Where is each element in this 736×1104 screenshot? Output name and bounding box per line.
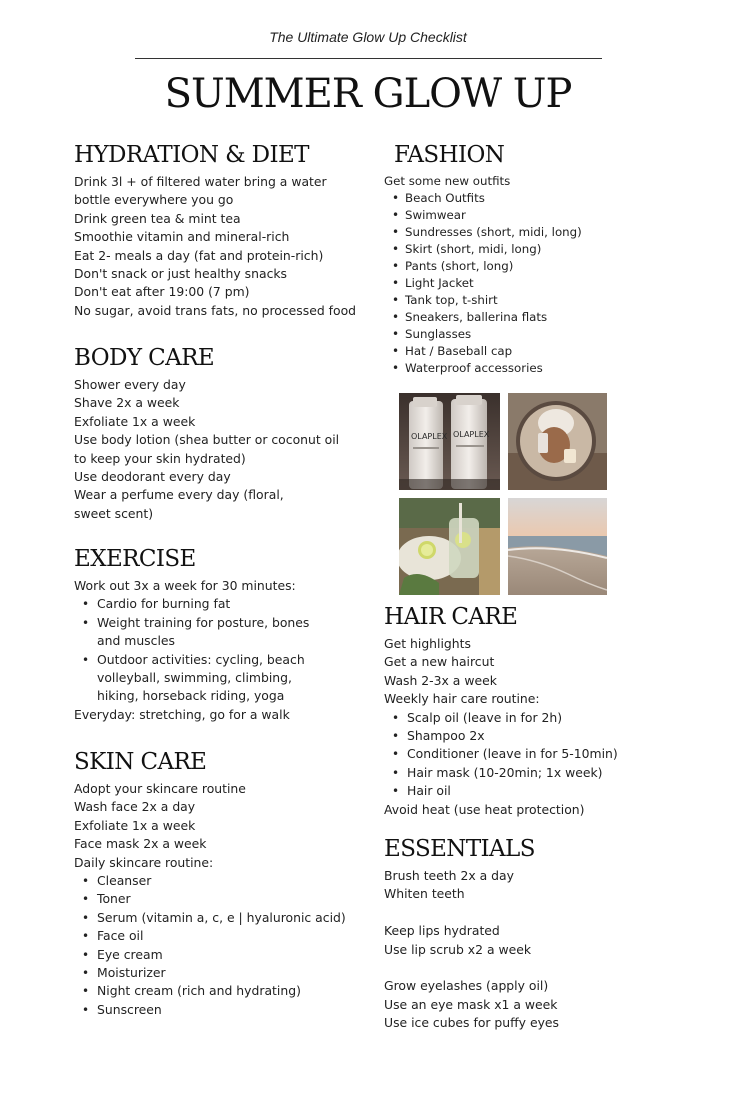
body-care-line: Shower every day [74, 377, 186, 392]
essentials-line: Use an eye mask x1 a week [384, 996, 558, 1012]
fashion-intro: Get some new outfits [384, 174, 511, 188]
exercise-intro: Work out 3x a week for 30 minutes: [74, 578, 296, 593]
list-item: • Hair oil [384, 782, 674, 800]
hydration-heading: HYDRATION & DIET [74, 142, 309, 168]
mirror-selfie-photo [508, 393, 607, 490]
hydration-section [74, 141, 364, 320]
list-item: • Conditioner (leave in for 5-10min) [384, 745, 674, 763]
fashion-heading: FASHION [394, 142, 505, 168]
hair-care-section [384, 603, 674, 819]
bottle-label: OLAPLEX [453, 430, 490, 439]
fashion-section [384, 141, 674, 377]
skin-care-line: Daily skincare routine: [74, 854, 214, 870]
list-item: • Shampoo 2x [384, 727, 674, 745]
exercise-section [74, 545, 364, 724]
list-item: • Beach Outfits [384, 190, 674, 207]
hair-care-line: Get a new haircut [384, 654, 495, 670]
list-item: • Outdoor activities: cycling, beach volleyball, swimming, climbing, hiking, horseback riding, yoga [74, 651, 336, 706]
page-title: SUMMER GLOW UP [164, 71, 572, 117]
hair-care-line: Weekly hair care routine: [384, 691, 540, 707]
divider [135, 58, 602, 59]
list-item: • Toner [74, 890, 364, 908]
hydration-line: Don't snack or just healthy snacks [74, 266, 288, 282]
body-care-section [74, 344, 364, 523]
list-item: • Sundresses (short, midi, long) [384, 224, 674, 241]
hydration-line: Eat 2- meals a day (fat and protein-rich) [74, 247, 324, 263]
list-item: • Serum (vitamin a, c, e | hyaluronic acid) [74, 909, 364, 927]
list-item: • Face oil [74, 927, 364, 945]
skin-care-line: Wash face 2x a day [74, 799, 196, 815]
hair-care-line: Get highlights [384, 636, 471, 651]
body-care-line: Exfoliate 1x a week [74, 413, 196, 429]
skin-care-heading: SKIN CARE [74, 749, 207, 775]
list-item: • Hat / Baseball cap [384, 343, 674, 360]
list-item: • Sunglasses [384, 326, 674, 343]
hair-care-heading: HAIR CARE [384, 604, 518, 630]
skin-care-line: Exfoliate 1x a week [74, 817, 196, 833]
list-item: • Weight training for posture, bones and muscles [74, 614, 336, 651]
skin-care-line: Adopt your skincare routine [74, 781, 246, 796]
essentials-line: Keep lips hydrated [384, 923, 500, 939]
list-item: • Sunscreen [74, 1001, 364, 1019]
list-item: • Tank top, t-shirt [384, 292, 674, 309]
list-item: • Eye cream [74, 946, 364, 964]
essentials-heading: ESSENTIALS [384, 836, 535, 862]
essentials-line: Grow eyelashes (apply oil) [384, 978, 549, 994]
hydration-line: No sugar, avoid trans fats, no processed food [74, 302, 357, 318]
essentials-section [384, 835, 674, 1033]
list-item: • Night cream (rich and hydrating) [74, 982, 364, 1000]
beach-sunset-photo [508, 498, 607, 595]
list-item: • Swimwear [384, 207, 674, 224]
hydration-line: Drink green tea & mint tea [74, 210, 241, 226]
list-item: • Skirt (short, midi, long) [384, 241, 674, 258]
exercise-outro: Everyday: stretching, go for a walk [74, 706, 290, 722]
hydration-line: Drink 3l + of filtered water bring a water bottle everywhere you go [74, 174, 327, 208]
hair-care-outro: Avoid heat (use heat protection) [384, 801, 585, 817]
body-care-line: Use deodorant every day [74, 469, 231, 485]
essentials-line: Brush teeth 2x a day [384, 868, 514, 883]
fashion-list [384, 190, 674, 377]
body-care-line: Shave 2x a week [74, 395, 180, 411]
body-care-line: Wear a perfume every day (floral, sweet scent) [74, 487, 284, 521]
skin-care-list [74, 872, 364, 1019]
essentials-line: Use lip scrub x2 a week [384, 941, 532, 957]
list-item: • Light Jacket [384, 275, 674, 292]
list-item: • Scalp oil (leave in for 2h) [384, 709, 674, 727]
skin-care-line: Face mask 2x a week [74, 836, 207, 852]
list-item: • Sneakers, ballerina flats [384, 309, 674, 326]
list-item: • Waterproof accessories [384, 360, 674, 377]
exercise-list [74, 595, 336, 705]
photo-grid [399, 393, 607, 595]
list-item: • Cardio for burning fat [74, 595, 336, 613]
page-subtitle: The Ultimate Glow Up Checklist [269, 29, 467, 45]
list-item: • Hair mask (10-20min; 1x week) [384, 764, 674, 782]
list-item: • Cleanser [74, 872, 364, 890]
skin-care-section [74, 748, 364, 1019]
essentials-line: Use ice cubes for puffy eyes [384, 1015, 559, 1031]
exercise-heading: EXERCISE [74, 546, 196, 572]
list-item: • Pants (short, long) [384, 258, 674, 275]
hair-product-bottles-photo [399, 393, 500, 490]
list-item: • Moisturizer [74, 964, 364, 982]
hydration-line: Smoothie vitamin and mineral-rich [74, 229, 290, 245]
hydration-line: Don't eat after 19:00 (7 pm) [74, 284, 250, 300]
essentials-line: Whiten teeth [384, 886, 465, 902]
bottle-label: OLAPLEX [411, 432, 448, 441]
body-care-line: Use body lotion (shea butter or coconut oil to keep your skin hydrated) [74, 432, 340, 466]
lemon-water-drink-photo [399, 498, 500, 595]
body-care-heading: BODY CARE [74, 345, 215, 371]
hair-care-list [384, 709, 674, 801]
hair-care-line: Wash 2-3x a week [384, 672, 497, 688]
